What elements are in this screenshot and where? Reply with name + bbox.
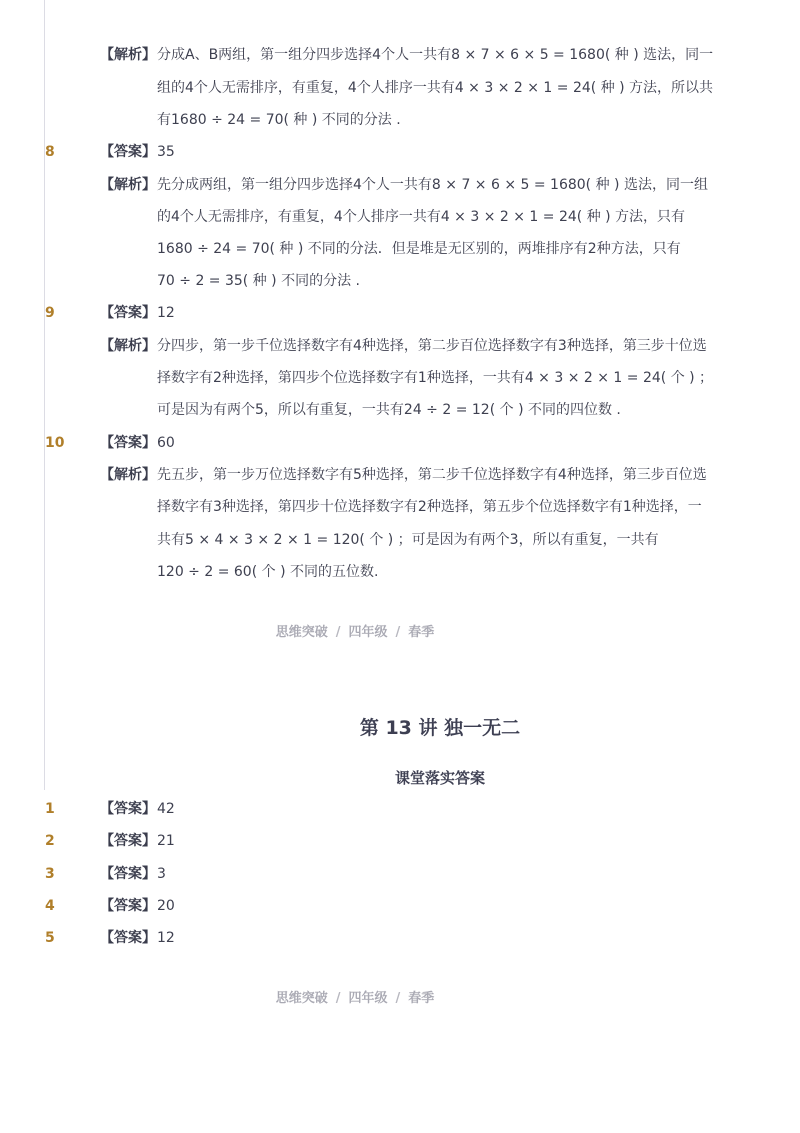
answer-number: 5 [45, 930, 55, 946]
jiexi-label: 【解析】 [100, 177, 156, 193]
page-footer [0, 621, 710, 640]
footer-season: 春季 [408, 991, 435, 1006]
explanation-line: 1680 ÷ 24 = 70( 种 ) 不同的分法．但是堆是无区别的，两堆排序有2种方法，只有 [157, 241, 681, 257]
explanation-line: 分四步，第一步千位选择数字有4种选择，第二步百位选择数字有3种选择，第三步十位选 [157, 338, 707, 354]
answer-value: 35 [157, 144, 175, 160]
problem-number: 9 [45, 305, 55, 321]
answer-label: 【答案】 [100, 801, 156, 817]
footer-separator: / [335, 625, 341, 640]
answer-number: 4 [45, 898, 55, 914]
answer-label: 【答案】 [100, 305, 156, 321]
footer-grade: 四年级 [348, 991, 388, 1006]
problem-number: 10 [45, 435, 65, 451]
footer-season: 春季 [408, 625, 435, 640]
answer-value: 60 [157, 435, 175, 451]
left-margin-line [44, 0, 45, 790]
answer-value: 3 [157, 866, 166, 882]
explanation-line: 共有5 × 4 × 3 × 2 × 1 = 120( 个 ) ；可是因为有两个3，所以有重复，一共有 [157, 532, 659, 548]
answer-label: 【答案】 [100, 833, 156, 849]
explanation-line: 分成A、B两组，第一组分四步选择4个人一共有8 × 7 × 6 × 5 = 1680( 种 ) 选法，同一 [157, 47, 714, 63]
problem-number: 8 [45, 144, 55, 160]
answer-label: 【答案】 [100, 930, 156, 946]
section-subtitle: 课堂落实答案 [394, 769, 485, 787]
footer-separator: / [335, 991, 341, 1006]
answer-value: 12 [157, 930, 175, 946]
jiexi-label: 【解析】 [100, 338, 156, 354]
answer-value: 21 [157, 833, 175, 849]
answer-value: 20 [157, 898, 175, 914]
footer-series: 思维突破 [275, 625, 328, 640]
answer-number: 3 [45, 866, 55, 882]
jiexi-label: 【解析】 [100, 47, 156, 63]
footer-separator: / [395, 991, 401, 1006]
answer-number: 1 [45, 801, 55, 817]
explanation-line: 70 ÷ 2 = 35( 种 ) 不同的分法 . [157, 273, 360, 289]
explanation-line: 的4个人无需排序，有重复，4个人排序一共有4 × 3 × 2 × 1 = 24( 种 ) 方法，只有 [157, 209, 686, 225]
answer-label: 【答案】 [100, 866, 156, 882]
explanation-line: 择数字有3种选择，第四步十位选择数字有2种选择，第五步个位选择数字有1种选择，一 [157, 499, 702, 515]
explanation-line: 可是因为有两个5，所以有重复，一共有24 ÷ 2 = 12( 个 ) 不同的四位数 . [157, 402, 621, 418]
answer-label: 【答案】 [100, 898, 156, 914]
footer-grade: 四年级 [348, 625, 388, 640]
explanation-line: 择数字有2种选择，第四步个位选择数字有1种选择，一共有4 × 3 × 2 × 1 = 24( 个 ) ； [157, 370, 714, 386]
answer-number: 2 [45, 833, 55, 849]
explanation-line: 先五步，第一步万位选择数字有5种选择，第二步千位选择数字有4种选择，第三步百位选 [157, 467, 707, 483]
footer-separator: / [395, 625, 401, 640]
explanation-line: 组的4个人无需排序，有重复，4个人排序一共有4 × 3 × 2 × 1 = 24( 种 ) 方法，所以共 [157, 80, 714, 96]
lecture-title: 第 13 讲 独一无二 [359, 717, 521, 739]
explanation-line: 有1680 ÷ 24 = 70( 种 ) 不同的分法 . [157, 112, 401, 128]
answer-label: 【答案】 [100, 144, 156, 160]
footer-series: 思维突破 [275, 991, 328, 1006]
page-footer [0, 987, 710, 1006]
explanation-line: 先分成两组，第一组分四步选择4个人一共有8 × 7 × 6 × 5 = 1680( 种 ) 选法，同一组 [157, 177, 708, 193]
answer-value: 42 [157, 801, 175, 817]
explanation-line: 120 ÷ 2 = 60( 个 ) 不同的五位数. [157, 564, 379, 580]
answer-value: 12 [157, 305, 175, 321]
answer-label: 【答案】 [100, 435, 156, 451]
jiexi-label: 【解析】 [100, 467, 156, 483]
